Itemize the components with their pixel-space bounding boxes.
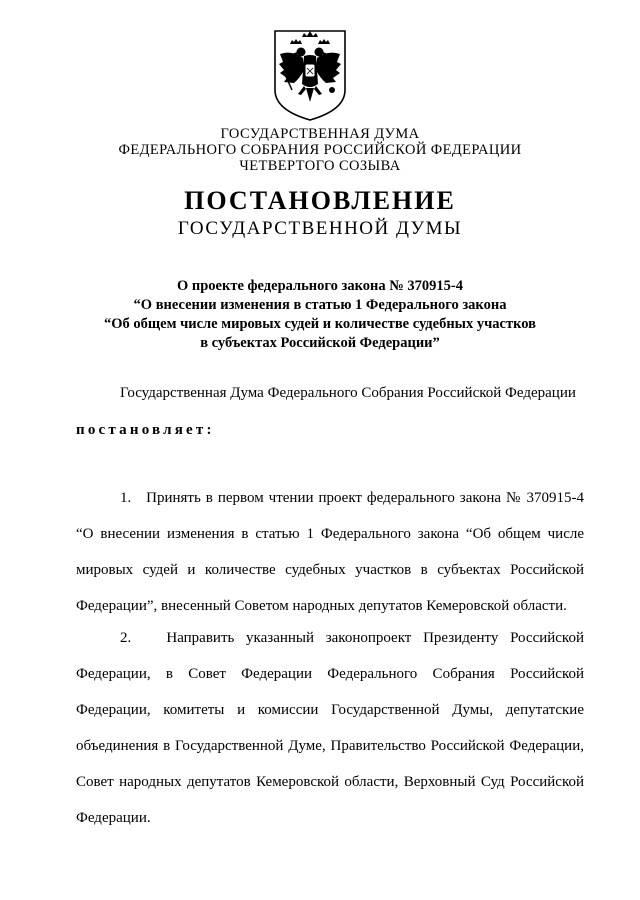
preamble: Государственная Дума Федерального Собрания Российской Федерации <box>120 385 576 401</box>
subject-line-2: “О внесении изменения в статью 1 Федерального закона <box>133 297 507 313</box>
org-line-3: ЧЕТВЕРТОГО СОЗЫВА <box>239 158 401 174</box>
paragraph-1-number: 1. <box>120 490 132 506</box>
paragraph-2-text: Направить указанный законопроект Президенту Российской Федерации, в Совет Федерации Федерального Собрания Российской Федерации, комитеты и комиссии Государственной Думы, депутатские объединения в Государственной Думе, Правительство Российской Федерации, Совет народных депутатов Кемеровской области, Верховный Суд Российской Федерации. <box>76 630 584 826</box>
paragraph-2 <box>76 620 584 836</box>
paragraph-1 <box>76 480 584 624</box>
subject-line-1: О проекте федерального закона № 370915-4 <box>176 278 464 294</box>
document-type-subtitle: ГОСУДАРСТВЕННОЙ ДУМЫ <box>177 218 463 239</box>
subject-line-3: “Об общем числе мировых судей и количестве судебных участков <box>104 316 536 332</box>
issuing-authority <box>0 126 640 174</box>
russian-coat-of-arms-icon <box>272 28 348 122</box>
document-type-title: ПОСТАНОВЛЕНИЕ <box>184 186 456 215</box>
paragraph-1-text: Принять в первом чтении проект федерального закона № 370915-4 “О внесении изменения в статью 1 Федерального закона “Об общем числе мировых судей и количестве судебных участков в субъектах Российской Федерации”, внесенный Советом народных депутатов Кемеровской области. <box>76 490 585 614</box>
subject-line-4: в субъектах Российской Федерации” <box>200 335 440 351</box>
document-subject <box>0 277 640 353</box>
paragraph-2-number: 2. <box>120 630 132 646</box>
org-line-2: ФЕДЕРАЛЬНОГО СОБРАНИЯ РОССИЙСКОЙ ФЕДЕРАЦИИ <box>118 142 522 158</box>
resolves-keyword: постановляет: <box>76 422 215 438</box>
org-line-1: ГОСУДАРСТВЕННАЯ ДУМА <box>220 126 420 142</box>
